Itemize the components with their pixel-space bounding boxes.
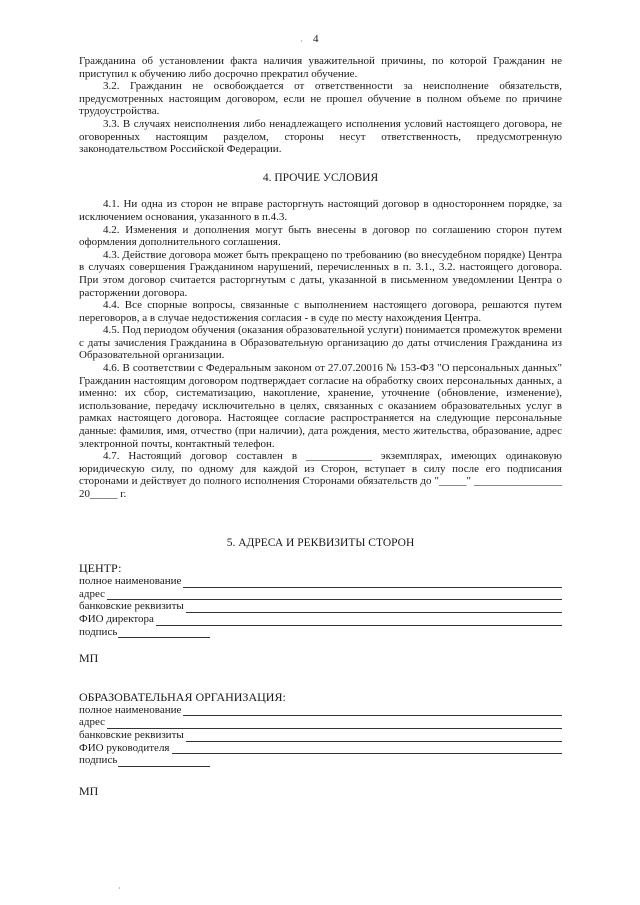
field-label: полное наименование xyxy=(79,575,182,588)
org-address-row xyxy=(79,716,562,729)
fill-in-line[interactable] xyxy=(183,577,562,588)
field-label: адрес xyxy=(79,587,106,600)
fill-in-line[interactable] xyxy=(186,731,562,742)
center-title: ЦЕНТР: xyxy=(79,561,122,576)
fill-in-line[interactable] xyxy=(186,602,562,613)
center-full-name-row xyxy=(79,575,562,588)
section-4 xyxy=(79,198,562,500)
field-label: ФИО руководителя xyxy=(79,741,170,754)
center-director-row xyxy=(79,613,562,626)
paragraph-4-4: 4.4. Все спорные вопросы, связанные с выполнением настоящего договора, решаются путем переговоров, а в случае недостижения согласия - в суде по месту нахождения Центра. xyxy=(79,299,562,324)
signature-line[interactable] xyxy=(118,756,210,767)
fill-in-line[interactable] xyxy=(156,615,562,626)
fill-in-line[interactable] xyxy=(107,589,562,600)
center-address-row xyxy=(79,588,562,601)
paragraph-3-1-end: Гражданина об установлении факта наличия уважительной причины, по которой Гражданин не приступил к обучению либо досрочно прекратил обучение. xyxy=(79,55,562,80)
page-number: 4 xyxy=(313,33,319,45)
org-stamp-mark: МП xyxy=(79,783,99,798)
org-bank-row xyxy=(79,729,562,742)
scan-speck: · xyxy=(300,37,303,46)
field-label: полное наименование xyxy=(79,703,182,716)
center-stamp-mark: МП xyxy=(79,651,99,666)
field-label: банковские реквизиты xyxy=(79,600,184,613)
paragraph-3-3: 3.3. В случаях неисполнения либо ненадлежащего исполнения условий настоящего договора, не оговоренных настоящим разделом, стороны несут ответственность, предусмотренную законодательством Российской Федерации. xyxy=(79,117,562,156)
fill-in-line[interactable] xyxy=(172,743,563,754)
scan-speck: · xyxy=(118,884,121,893)
section-5-heading: 5. АДРЕСА И РЕКВИЗИТЫ СТОРОН xyxy=(226,536,415,549)
field-label: подпись xyxy=(79,754,118,767)
paragraph-3-2: 3.2. Гражданин не освобождается от ответственности за неисполнение обязательств, предусмотренных настоящим договором, если не прошел обучение в полном объеме по причине трудоустройства. xyxy=(79,80,562,118)
field-label: ФИО директора xyxy=(79,612,154,625)
paragraph-4-2: 4.2. Изменения и дополнения могут быть внесены в договор по соглашению сторон путем оформления дополнительного соглашения. xyxy=(79,223,562,249)
paragraph-4-3: 4.3. Действие договора может быть прекращено по требованию (во внесудебном порядке) Центра в случаях совершения Гражданином нарушений, перечисленных в п. 3.1., 3.2. настоящего договора. При этом договор считается расторгнутым с даты, указанной в письменном уведомлении Центра о расторжении договора. xyxy=(79,248,562,299)
center-signature-row xyxy=(79,626,562,639)
field-label: адрес xyxy=(79,716,106,729)
section-4-heading: 4. ПРОЧИЕ УСЛОВИЯ xyxy=(262,171,379,184)
org-title: ОБРАЗОВАТЕЛЬНАЯ ОРГАНИЗАЦИЯ: xyxy=(79,689,286,704)
org-requisites xyxy=(79,691,562,798)
signature-line[interactable] xyxy=(118,627,210,638)
fill-in-line[interactable] xyxy=(107,718,562,729)
center-requisites xyxy=(79,562,562,665)
org-full-name-row xyxy=(79,704,562,717)
paragraph-4-5: 4.5. Под периодом обучения (оказания образовательной услуги) понимается промежуток времени с даты зачисления Гражданина в Образовательную организацию до даты отчисления Гражданина из Образовательной организации. xyxy=(79,324,562,362)
section-3-continuation xyxy=(79,55,562,156)
paragraph-4-7: 4.7. Настоящий договор составлен в ____________ экземплярах, имеющих одинаковую юридическую силу, по одному для каждой из Сторон, вступает в силу после его подписания сторонами и действует до полного исполнения Сторонами обязательств до "_____" ________________ 20_____ г. xyxy=(79,450,562,500)
center-bank-row xyxy=(79,600,562,613)
paragraph-4-1: 4.1. Ни одна из сторон не вправе расторгнуть настоящий договор в одностороннем порядке, за исключением основания, указанного в п.4.3. xyxy=(79,198,562,223)
fill-in-line[interactable] xyxy=(183,705,562,716)
paragraph-4-6: 4.6. В соответствии с Федеральным законом от 27.07.20016 № 153-ФЗ "О персональных данных" Гражданин настоящим договором подтверждает согласие на обработку своих персональных данных, а именно: их сбор, систематизацию, накопление, хранение, уточнение (обновление, изменение), использование, передачу исключительно в целях, связанных с оказанием образовательных услуг в рамках настоящего договора. Настоящее согласие распространяется на следующие персональные данные: фамилия, имя, отчество (при наличии), дата рождения, место жительства, образование, адрес электронной почты, контактный телефон. xyxy=(79,362,562,450)
org-head-row xyxy=(79,742,562,755)
org-signature-row xyxy=(79,754,562,767)
field-label: банковские реквизиты xyxy=(79,728,184,741)
document-body xyxy=(79,55,562,797)
field-label: подпись xyxy=(79,625,118,638)
